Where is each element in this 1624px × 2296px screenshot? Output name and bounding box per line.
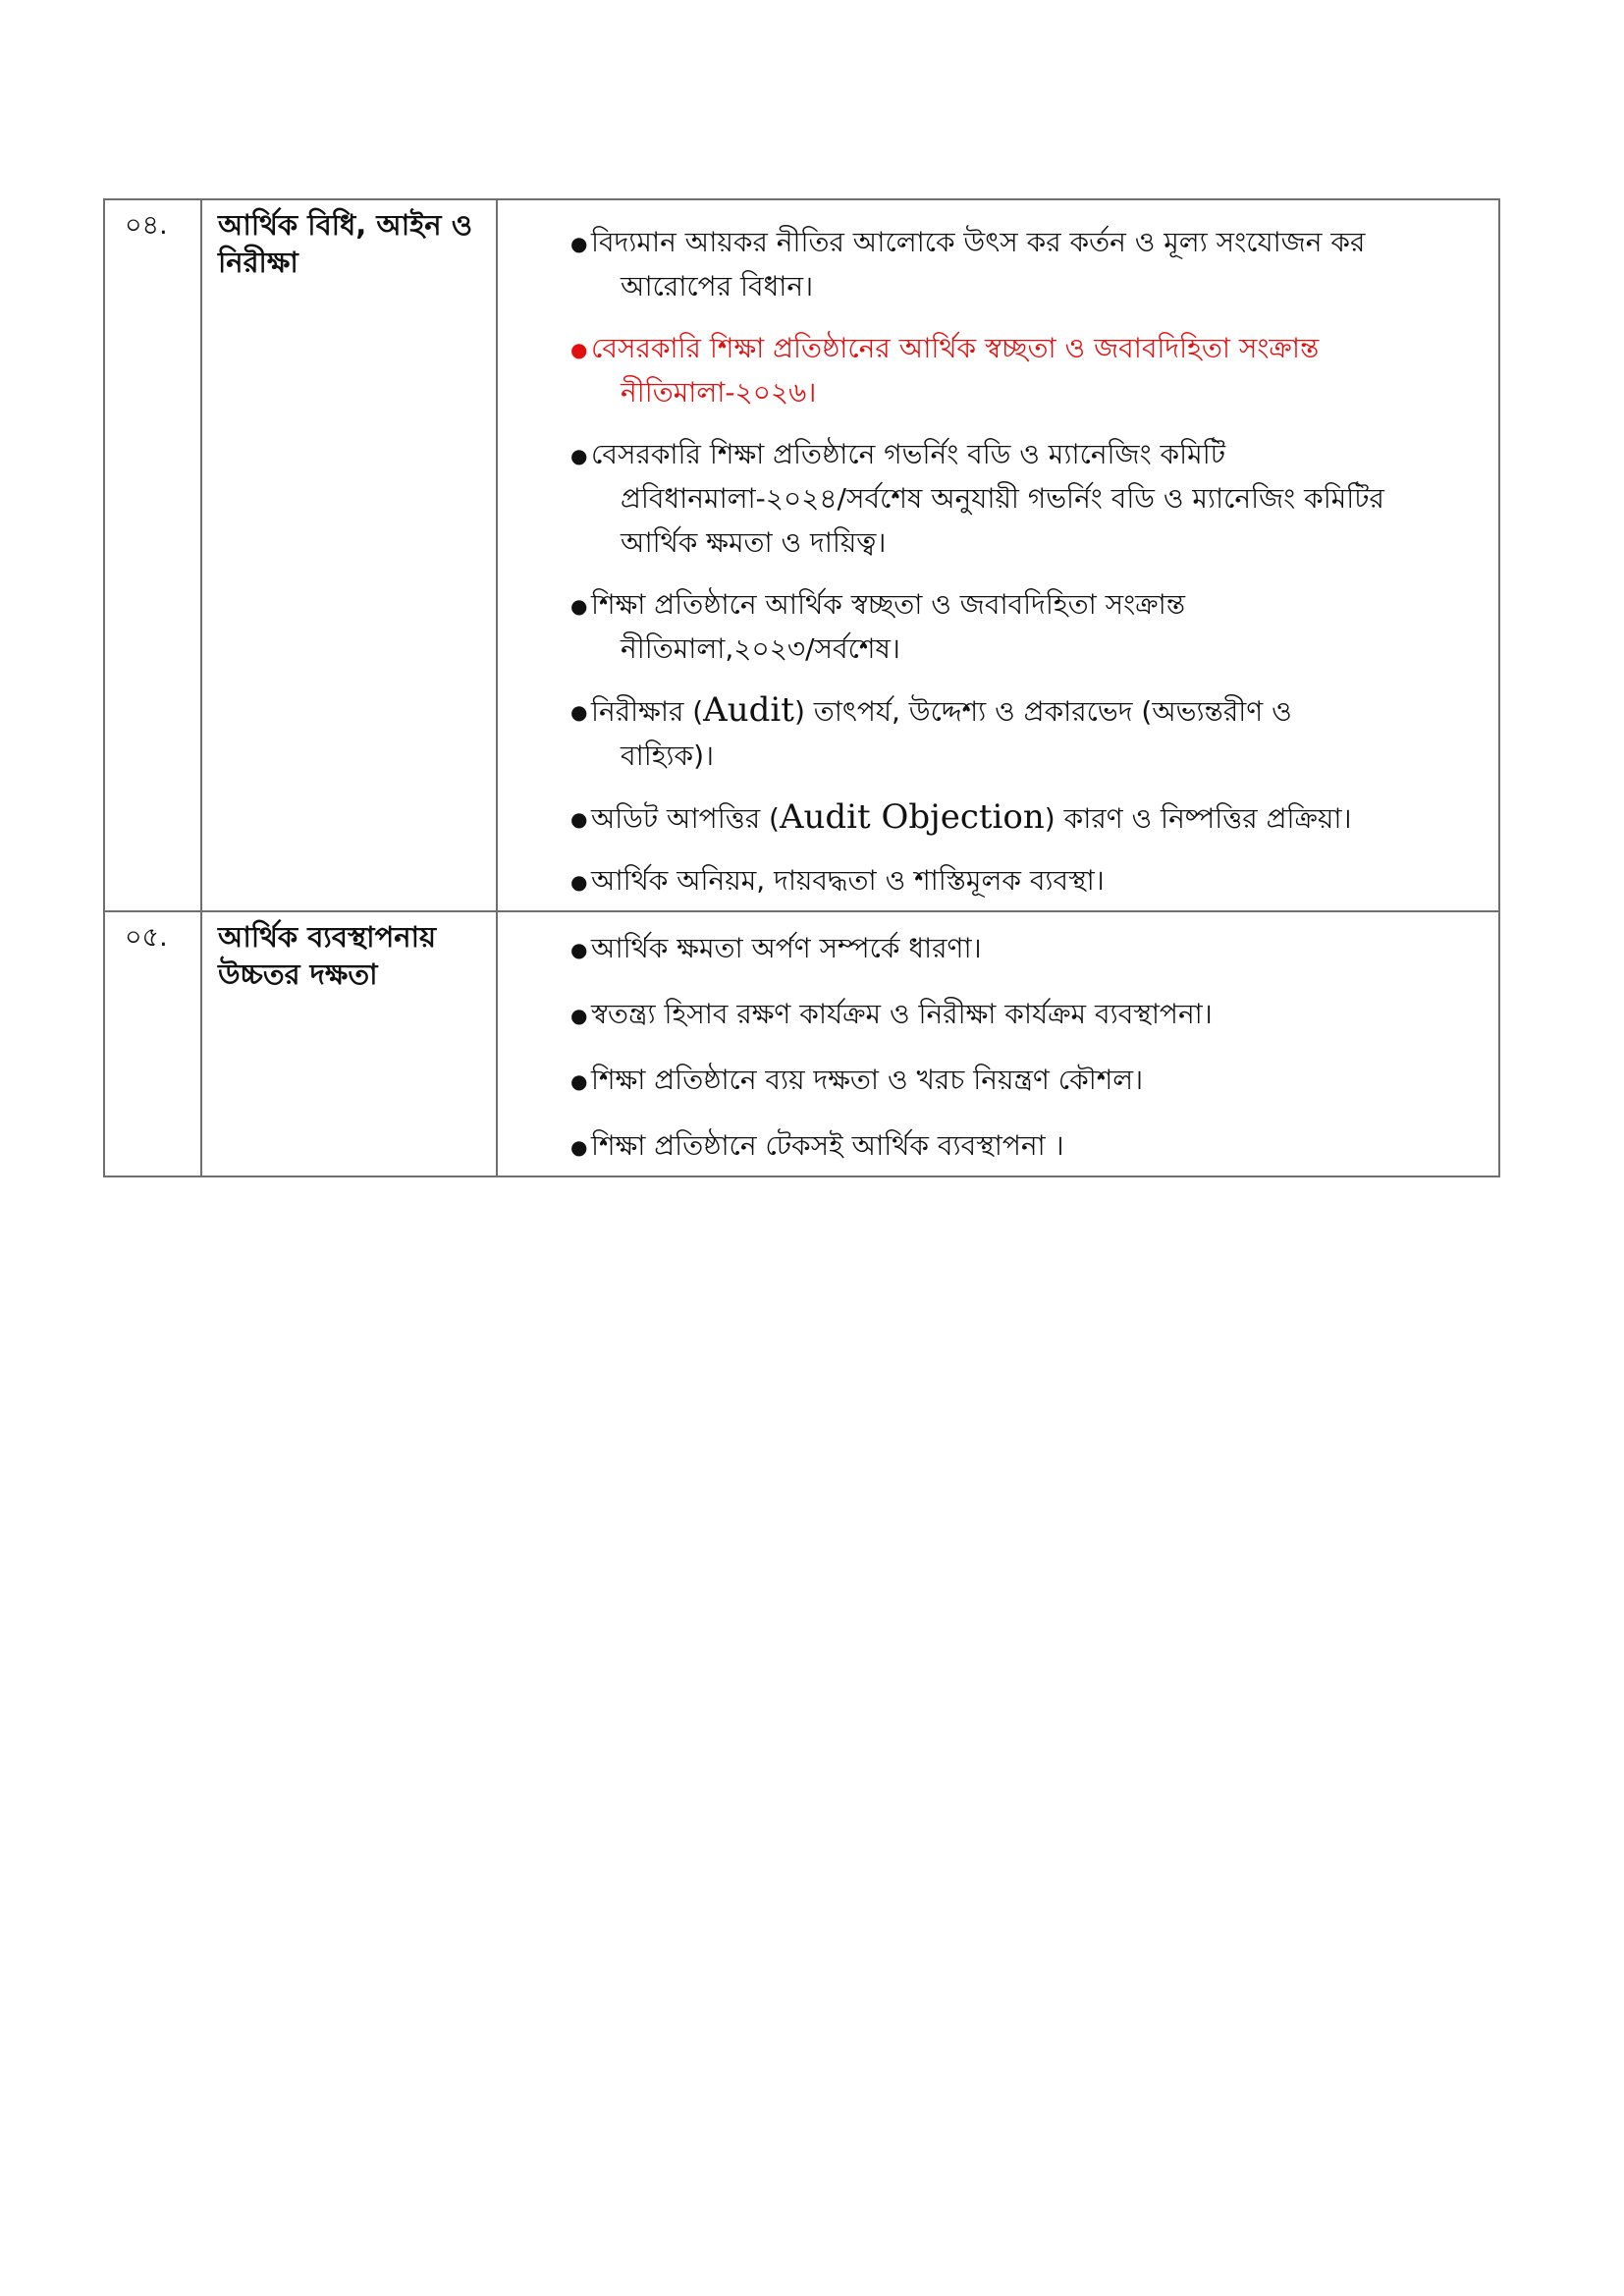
list-item [570, 432, 1479, 565]
item-line: শিক্ষা প্রতিষ্ঠানে ব্যয় দক্ষতা ও খরচ নিয়ন্ত্রণ কৌশল। [591, 1064, 1144, 1096]
serial-number: ০৫. [125, 922, 168, 953]
list-item [570, 992, 1479, 1036]
list-item [570, 795, 1479, 841]
item-text-pre: নিরীক্ষার ( [591, 695, 704, 728]
bullet-icon: ● [570, 1004, 588, 1027]
item-line: আরোপের বিধান। [621, 270, 814, 302]
bullet-icon: ● [570, 232, 588, 255]
list-item-highlighted [570, 326, 1479, 414]
item-line: নীতিমালা,২০২৩/সর্বশেষ। [621, 632, 900, 665]
table-row-05 [104, 911, 1499, 1176]
bullet-icon: ● [570, 700, 588, 724]
item-text-post: ) তাৎপর্য, উদ্দেশ্য ও প্রকারভেদ (অভ্যন্তরীণ ও [793, 695, 1292, 728]
item-line: স্বতন্ত্র্য হিসাব রক্ষণ কার্যক্রম ও নিরীক্ষা কার্যক্রম ব্যবস্থাপনা। [591, 998, 1213, 1030]
item-text-post: ) কারণ ও নিষ্পত্তির প্রক্রিয়া। [1044, 802, 1352, 835]
bullet-icon: ● [570, 594, 588, 618]
item-line: বাহ্যিক)। [621, 739, 715, 772]
content-cell [497, 199, 1499, 911]
topic-cell [201, 199, 497, 911]
item-line: আর্থিক অনিয়ম, দায়বদ্ধতা ও শাস্তিমূলক ব্যবস্থা। [591, 864, 1105, 897]
item-line: শিক্ষা প্রতিষ্ঠানে টেকসই আর্থিক ব্যবস্থাপনা । [591, 1129, 1064, 1162]
item-line: আর্থিক ক্ষমতা অর্পণ সম্পর্কে ধারণা। [591, 932, 982, 964]
item-line: শিক্ষা প্রতিষ্ঠানে আর্থিক স্বচ্ছতা ও জবাবদিহিতা সংক্রান্ত [591, 588, 1185, 621]
serial-cell [104, 911, 201, 1176]
item-line: আর্থিক ক্ষমতা ও দায়িত্ব। [621, 526, 887, 559]
bullet-icon: ● [570, 807, 588, 831]
item-text-pre: অডিট আপত্তির ( [591, 802, 780, 835]
item-line: বিদ্যমান আয়কর নীতির আলোকে উৎস কর কর্তন ও মূল্য সংযোজন কর [591, 226, 1366, 258]
serial-cell [104, 199, 201, 911]
list-item [570, 582, 1479, 671]
topic-cell [201, 911, 497, 1176]
content-list [498, 200, 1498, 910]
list-item [570, 858, 1479, 902]
bullet-icon: ● [570, 338, 588, 361]
topic-title: আর্থিক ব্যবস্থাপনায় উচ্চতর দক্ষতা [218, 920, 437, 991]
english-term: Audit Objection [779, 797, 1045, 837]
bullet-icon: ● [570, 1069, 588, 1093]
list-item [570, 926, 1479, 970]
bullet-icon: ● [570, 938, 588, 961]
list-item [570, 1123, 1479, 1168]
content-cell [497, 911, 1499, 1176]
item-line: নীতিমালা-২০২৬। [621, 376, 817, 409]
bullet-icon: ● [570, 444, 588, 467]
english-term: Audit [703, 690, 794, 730]
bullet-icon: ● [570, 870, 588, 894]
serial-number: ০৪. [125, 210, 168, 241]
syllabus-table [103, 198, 1500, 1177]
table-row-04 [104, 199, 1499, 911]
list-item [570, 220, 1479, 308]
item-line: বেসরকারি শিক্ষা প্রতিষ্ঠানে গভর্নিং বডি ও ম্যানেজিং কমিটি [591, 438, 1225, 470]
item-line: প্রবিধানমালা-২০২৪/সর্বশেষ অনুযায়ী গভর্নিং বডি ও ম্যানেজিং কমিটির [621, 482, 1384, 515]
bullet-icon: ● [570, 1135, 588, 1159]
content-list [498, 912, 1498, 1175]
item-line: বেসরকারি শিক্ষা প্রতিষ্ঠানের আর্থিক স্বচ্ছতা ও জবাবদিহিতা সংক্রান্ত [591, 332, 1320, 364]
list-item [570, 1058, 1479, 1102]
topic-title: আর্থিক বিধি, আইন ও নিরীক্ষা [218, 208, 473, 279]
list-item [570, 688, 1479, 778]
